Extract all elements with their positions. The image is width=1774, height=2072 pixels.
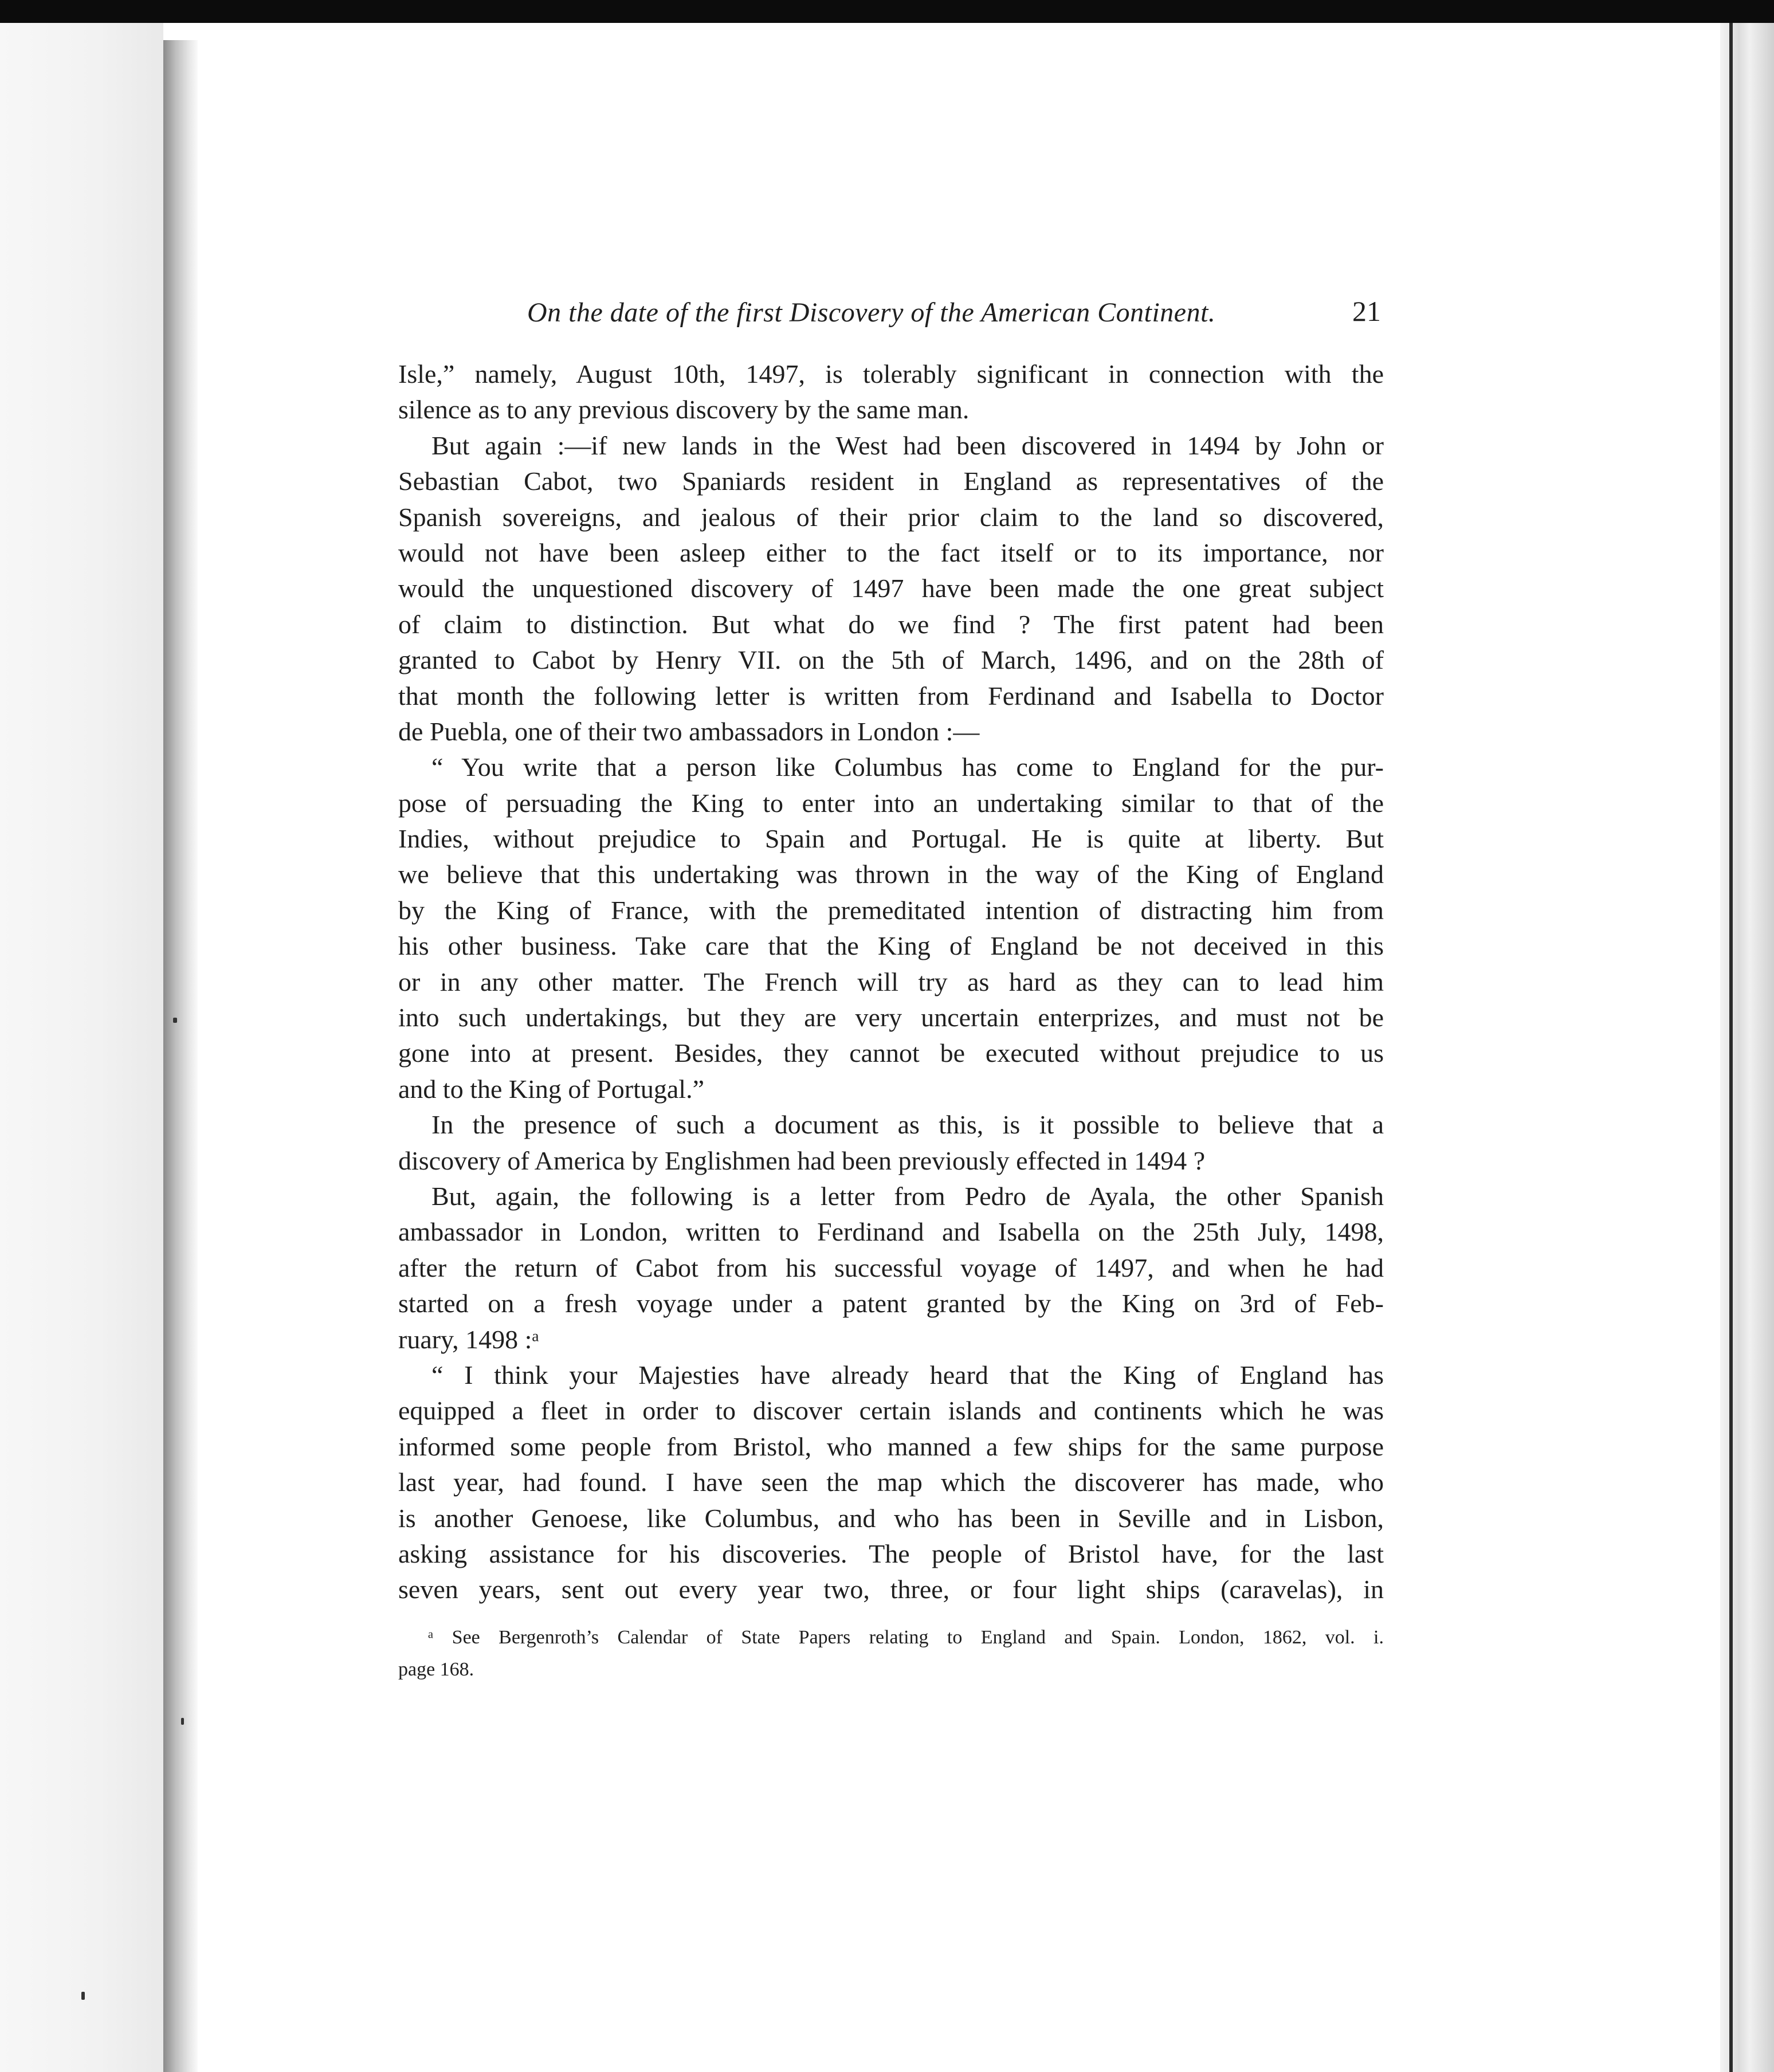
text-line: Sebastian Cabot, two Spaniards resident in England as representatives of the bbox=[398, 466, 1384, 496]
text-line: Indies, without prejudice to Spain and Portugal. He is quite at liberty. But bbox=[398, 824, 1384, 854]
page-edge-right bbox=[1720, 23, 1774, 2072]
text-line: ruary, 1498 :ᵃ bbox=[398, 1324, 539, 1354]
text-line: silence as to any previous discovery by the same man. bbox=[398, 395, 970, 425]
text-line: But, again, the following is a letter from Pedro de Ayala, the other Spanish bbox=[431, 1181, 1384, 1211]
text-line: gone into at present. Besides, they cannot be executed without prejudice to us bbox=[398, 1038, 1384, 1068]
text-line: and to the King of Portugal.” bbox=[398, 1074, 705, 1104]
text-line: “ You write that a person like Columbus has come to England for the pur- bbox=[431, 752, 1384, 782]
page-number: 21 bbox=[1352, 295, 1381, 327]
text-line: into such undertakings, but they are very uncertain enterprizes, and must not be bbox=[398, 1003, 1384, 1033]
scan-speck bbox=[173, 1018, 177, 1023]
scan-speck bbox=[81, 1992, 85, 2000]
text-line: would not have been asleep either to the fact itself or to its importance, nor bbox=[398, 537, 1384, 567]
text-line: seven years, sent out every year two, three, or four light ships (caravelas), in bbox=[398, 1575, 1384, 1604]
text-line: granted to Cabot by Henry VII. on the 5th of March, 1496, and on the 28th of bbox=[398, 645, 1384, 675]
text-line: last year, had found. I have seen the map which the discoverer has made, who bbox=[398, 1467, 1384, 1497]
text-line: asking assistance for his discoveries. The people of Bristol have, for the last bbox=[398, 1539, 1384, 1568]
scan-speck bbox=[181, 1718, 184, 1725]
text-line: Spanish sovereigns, and jealous of their prior claim to the land so discovered, bbox=[398, 502, 1384, 532]
text-line: we believe that this undertaking was thrown in the way of the King of England bbox=[398, 860, 1384, 889]
running-head: On the date of the first Discovery of the American Continent. bbox=[527, 297, 1216, 328]
text-line: his other business. Take care that the King of England be not deceived in this bbox=[398, 931, 1384, 961]
footnote-line: ᵃ See Bergenroth’s Calendar of State Papers relating to England and Spain. London, 1862, vol. i. bbox=[428, 1627, 1384, 1648]
text-line: pose of persuading the King to enter into an undertaking similar to that of the bbox=[398, 788, 1384, 818]
text-line: In the presence of such a document as this, is it possible to believe that a bbox=[431, 1110, 1384, 1140]
text-line: of claim to distinction. But what do we find ? The first patent had been bbox=[398, 609, 1384, 639]
text-line: by the King of France, with the premeditated intention of distracting him from bbox=[398, 895, 1384, 925]
text-line: “ I think your Majesties have already heard that the King of England has bbox=[431, 1360, 1384, 1390]
text-line: that month the following letter is written from Ferdinand and Isabella to Doctor bbox=[398, 681, 1384, 711]
facing-page-edge bbox=[0, 23, 163, 2072]
text-line: equipped a fleet in order to discover certain islands and continents which he was bbox=[398, 1396, 1384, 1426]
text-line: after the return of Cabot from his successful voyage of 1497, and when he had bbox=[398, 1253, 1384, 1282]
text-line: But again :—if new lands in the West had been discovered in 1494 by John or bbox=[431, 430, 1384, 460]
text-line: de Puebla, one of their two ambassadors in London :— bbox=[398, 716, 980, 746]
text-line: or in any other matter. The French will try as hard as they can to lead him bbox=[398, 967, 1384, 996]
text-line: started on a fresh voyage under a patent granted by the King on 3rd of Feb- bbox=[398, 1289, 1384, 1318]
text-line: would the unquestioned discovery of 1497 have been made the one great subject bbox=[398, 574, 1384, 603]
text-line: Isle,” namely, August 10th, 1497, is tolerably significant in connection with the bbox=[398, 359, 1384, 388]
book-gutter-shadow bbox=[163, 40, 198, 2072]
text-line: discovery of America by Englishmen had been previously effected in 1494 ? bbox=[398, 1145, 1206, 1175]
footnote-line: page 168. bbox=[398, 1659, 474, 1680]
scan-top-border bbox=[0, 0, 1774, 23]
footnote bbox=[398, 1622, 1384, 1686]
body-text bbox=[398, 356, 1384, 1608]
text-line: ambassador in London, written to Ferdinand and Isabella on the 25th July, 1498, bbox=[398, 1217, 1384, 1247]
text-line: is another Genoese, like Columbus, and who has been in Seville and in Lisbon, bbox=[398, 1503, 1384, 1533]
text-line: informed some people from Bristol, who manned a few ships for the same purpose bbox=[398, 1431, 1384, 1461]
page-edge-line bbox=[1729, 23, 1733, 2072]
